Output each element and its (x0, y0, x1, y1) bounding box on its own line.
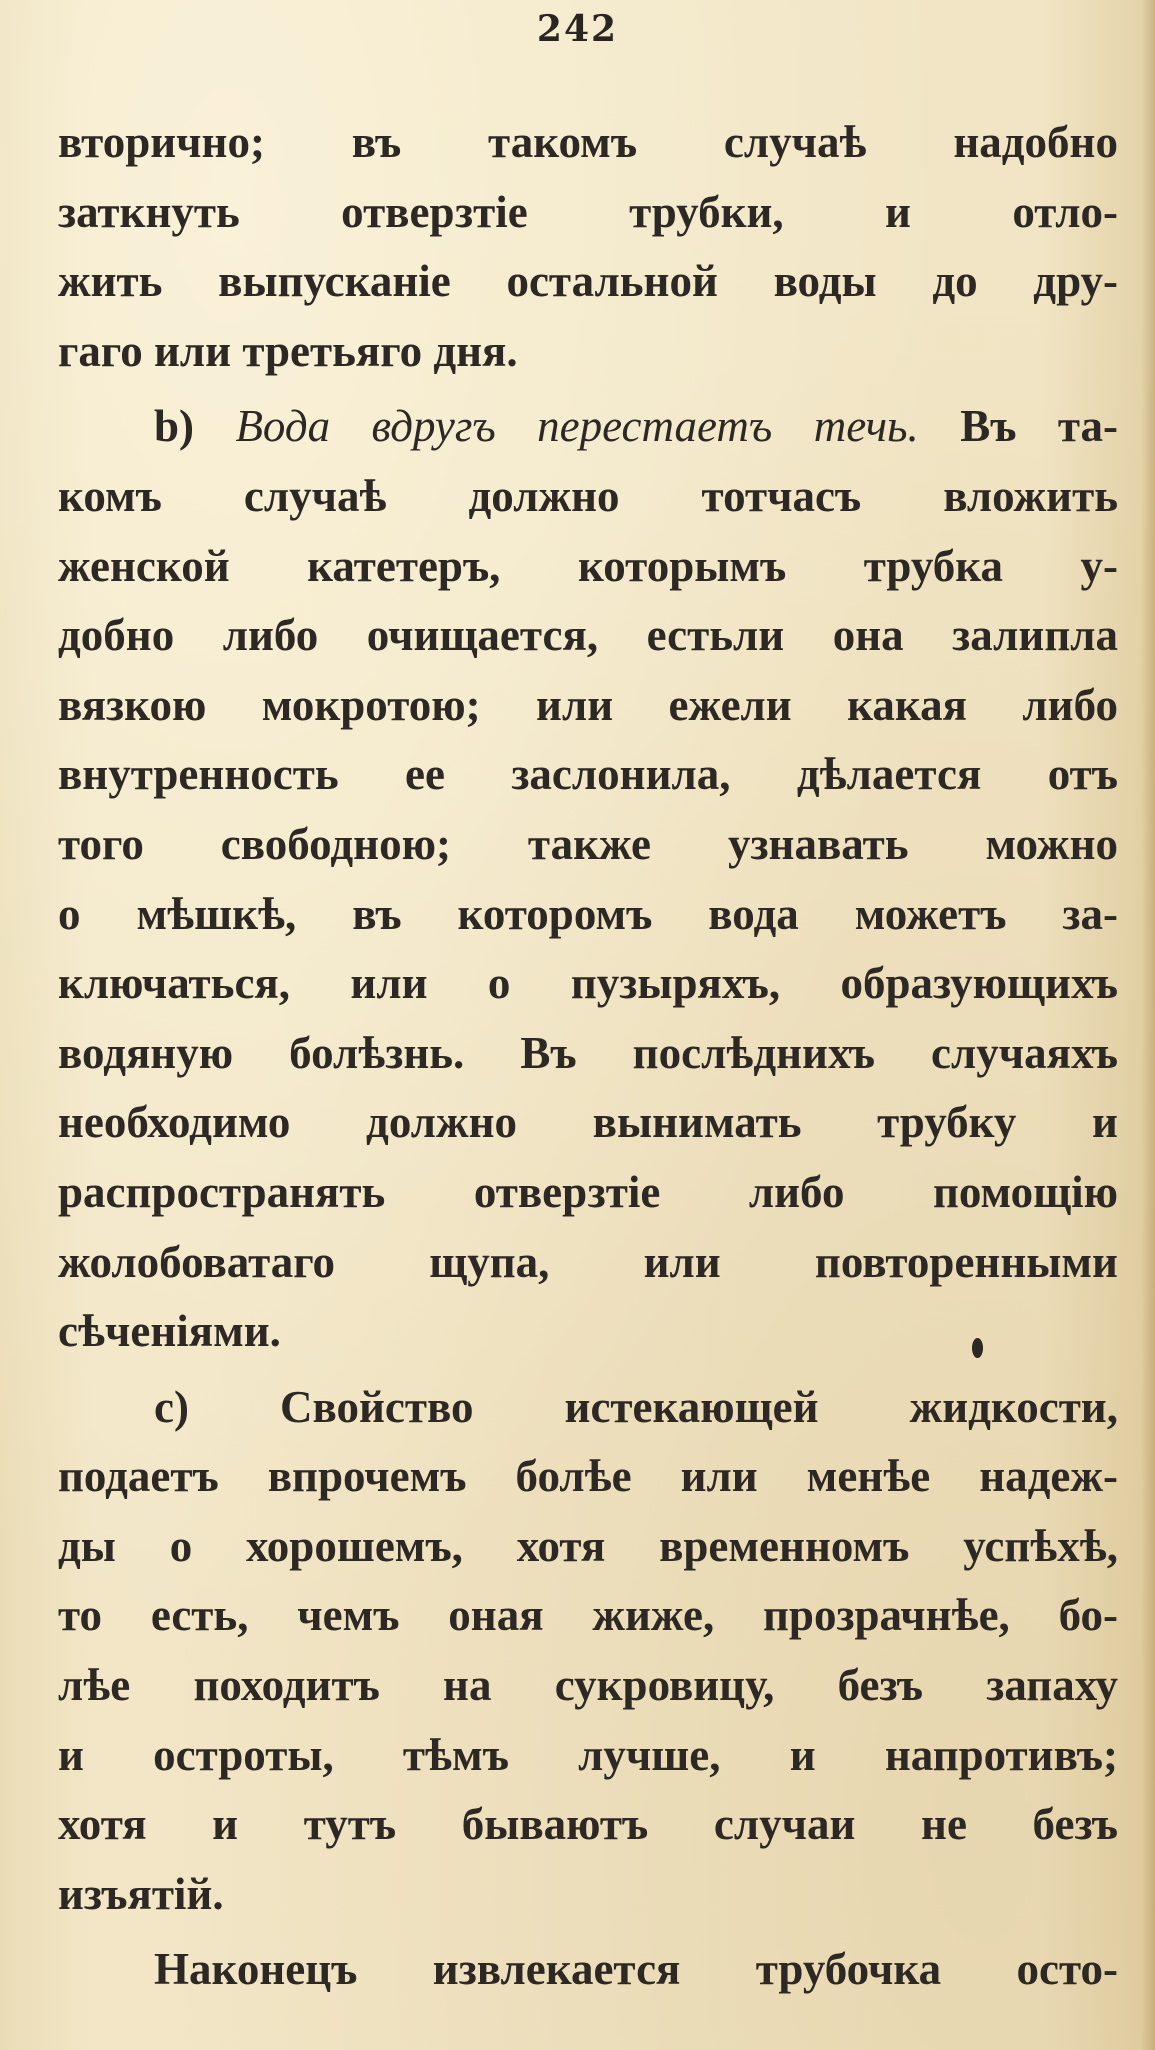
text-line: того свободною; также узнавать можно (58, 818, 1118, 869)
text-line: жить выпусканіе остальной воды до дру- (58, 256, 1118, 307)
text-line: заткнуть отверзтіе трубки, и отло- (58, 186, 1118, 237)
text-line: подаетъ впрочемъ болѣе или менѣе надеж- (58, 1451, 1118, 1502)
text-line: женской катетеръ, которымъ трубка у- (58, 540, 1118, 591)
text-line: изъятій. (58, 1868, 224, 1919)
paragraph-1 (58, 108, 1118, 386)
text-line: хотя и тутъ бываютъ случаи не безъ (58, 1799, 1118, 1850)
text-line: распространять отверзтіе либо помощію (58, 1166, 1118, 1217)
text-line: лѣе походитъ на сукровицу, безъ запаху (58, 1660, 1118, 1711)
text-line: необходимо должно вынимать трубку и (58, 1097, 1118, 1148)
page-text (58, 108, 1118, 2011)
item-marker-b: b) (154, 401, 195, 452)
text-line: гаго или третьяго дня. (58, 325, 518, 376)
text-line: и остроты, тѣмъ лучше, и напротивъ; (58, 1729, 1118, 1780)
text-line: внутренность ее заслонила, дѣлается отъ (58, 749, 1118, 800)
text-line: жолобоватаго щупа, или повторенными (58, 1236, 1118, 1287)
text-line: о мѣшкѣ, въ которомъ вода можетъ за- (58, 888, 1118, 939)
text-line: вязкою мокротою; или ежели какая либо (58, 679, 1118, 730)
text-line: вторично; въ такомъ случаѣ надобно (58, 117, 1118, 167)
text-line: ключаться, или о пузыряхъ, образующихъ (58, 958, 1118, 1009)
text-line: c) Свойство истекающей жидкости, (154, 1381, 1118, 1432)
paragraph-c (58, 1373, 1118, 1930)
text-fragment: Въ та- (960, 401, 1119, 452)
text-line: то есть, чемъ оная жиже, прозрачнѣе, бо- (58, 1590, 1118, 1641)
ink-blot (972, 1338, 983, 1358)
text-line: комъ случаѣ должно тотчасъ вложить (58, 470, 1118, 521)
text-line: ды о хорошемъ, хотя временномъ успѣхѣ, (58, 1520, 1118, 1571)
paragraph-b (58, 392, 1118, 1366)
item-heading: Вода вдругъ перестаетъ течь. (235, 401, 919, 452)
paragraph-final (58, 1935, 1118, 2005)
text-line: водяную болѣзнь. Въ послѣднихъ случаяхъ (58, 1027, 1118, 1078)
page-number: 242 (536, 8, 619, 50)
text-line-with-heading (58, 392, 1118, 462)
text-line: Наконецъ извлекается трубочка осто- (154, 1944, 1118, 1995)
text-line: добно либо очищается, естьли она залипла (58, 610, 1118, 661)
page-edge-shadow (1141, 0, 1155, 2050)
text-line: сѣченіями. (58, 1306, 281, 1357)
